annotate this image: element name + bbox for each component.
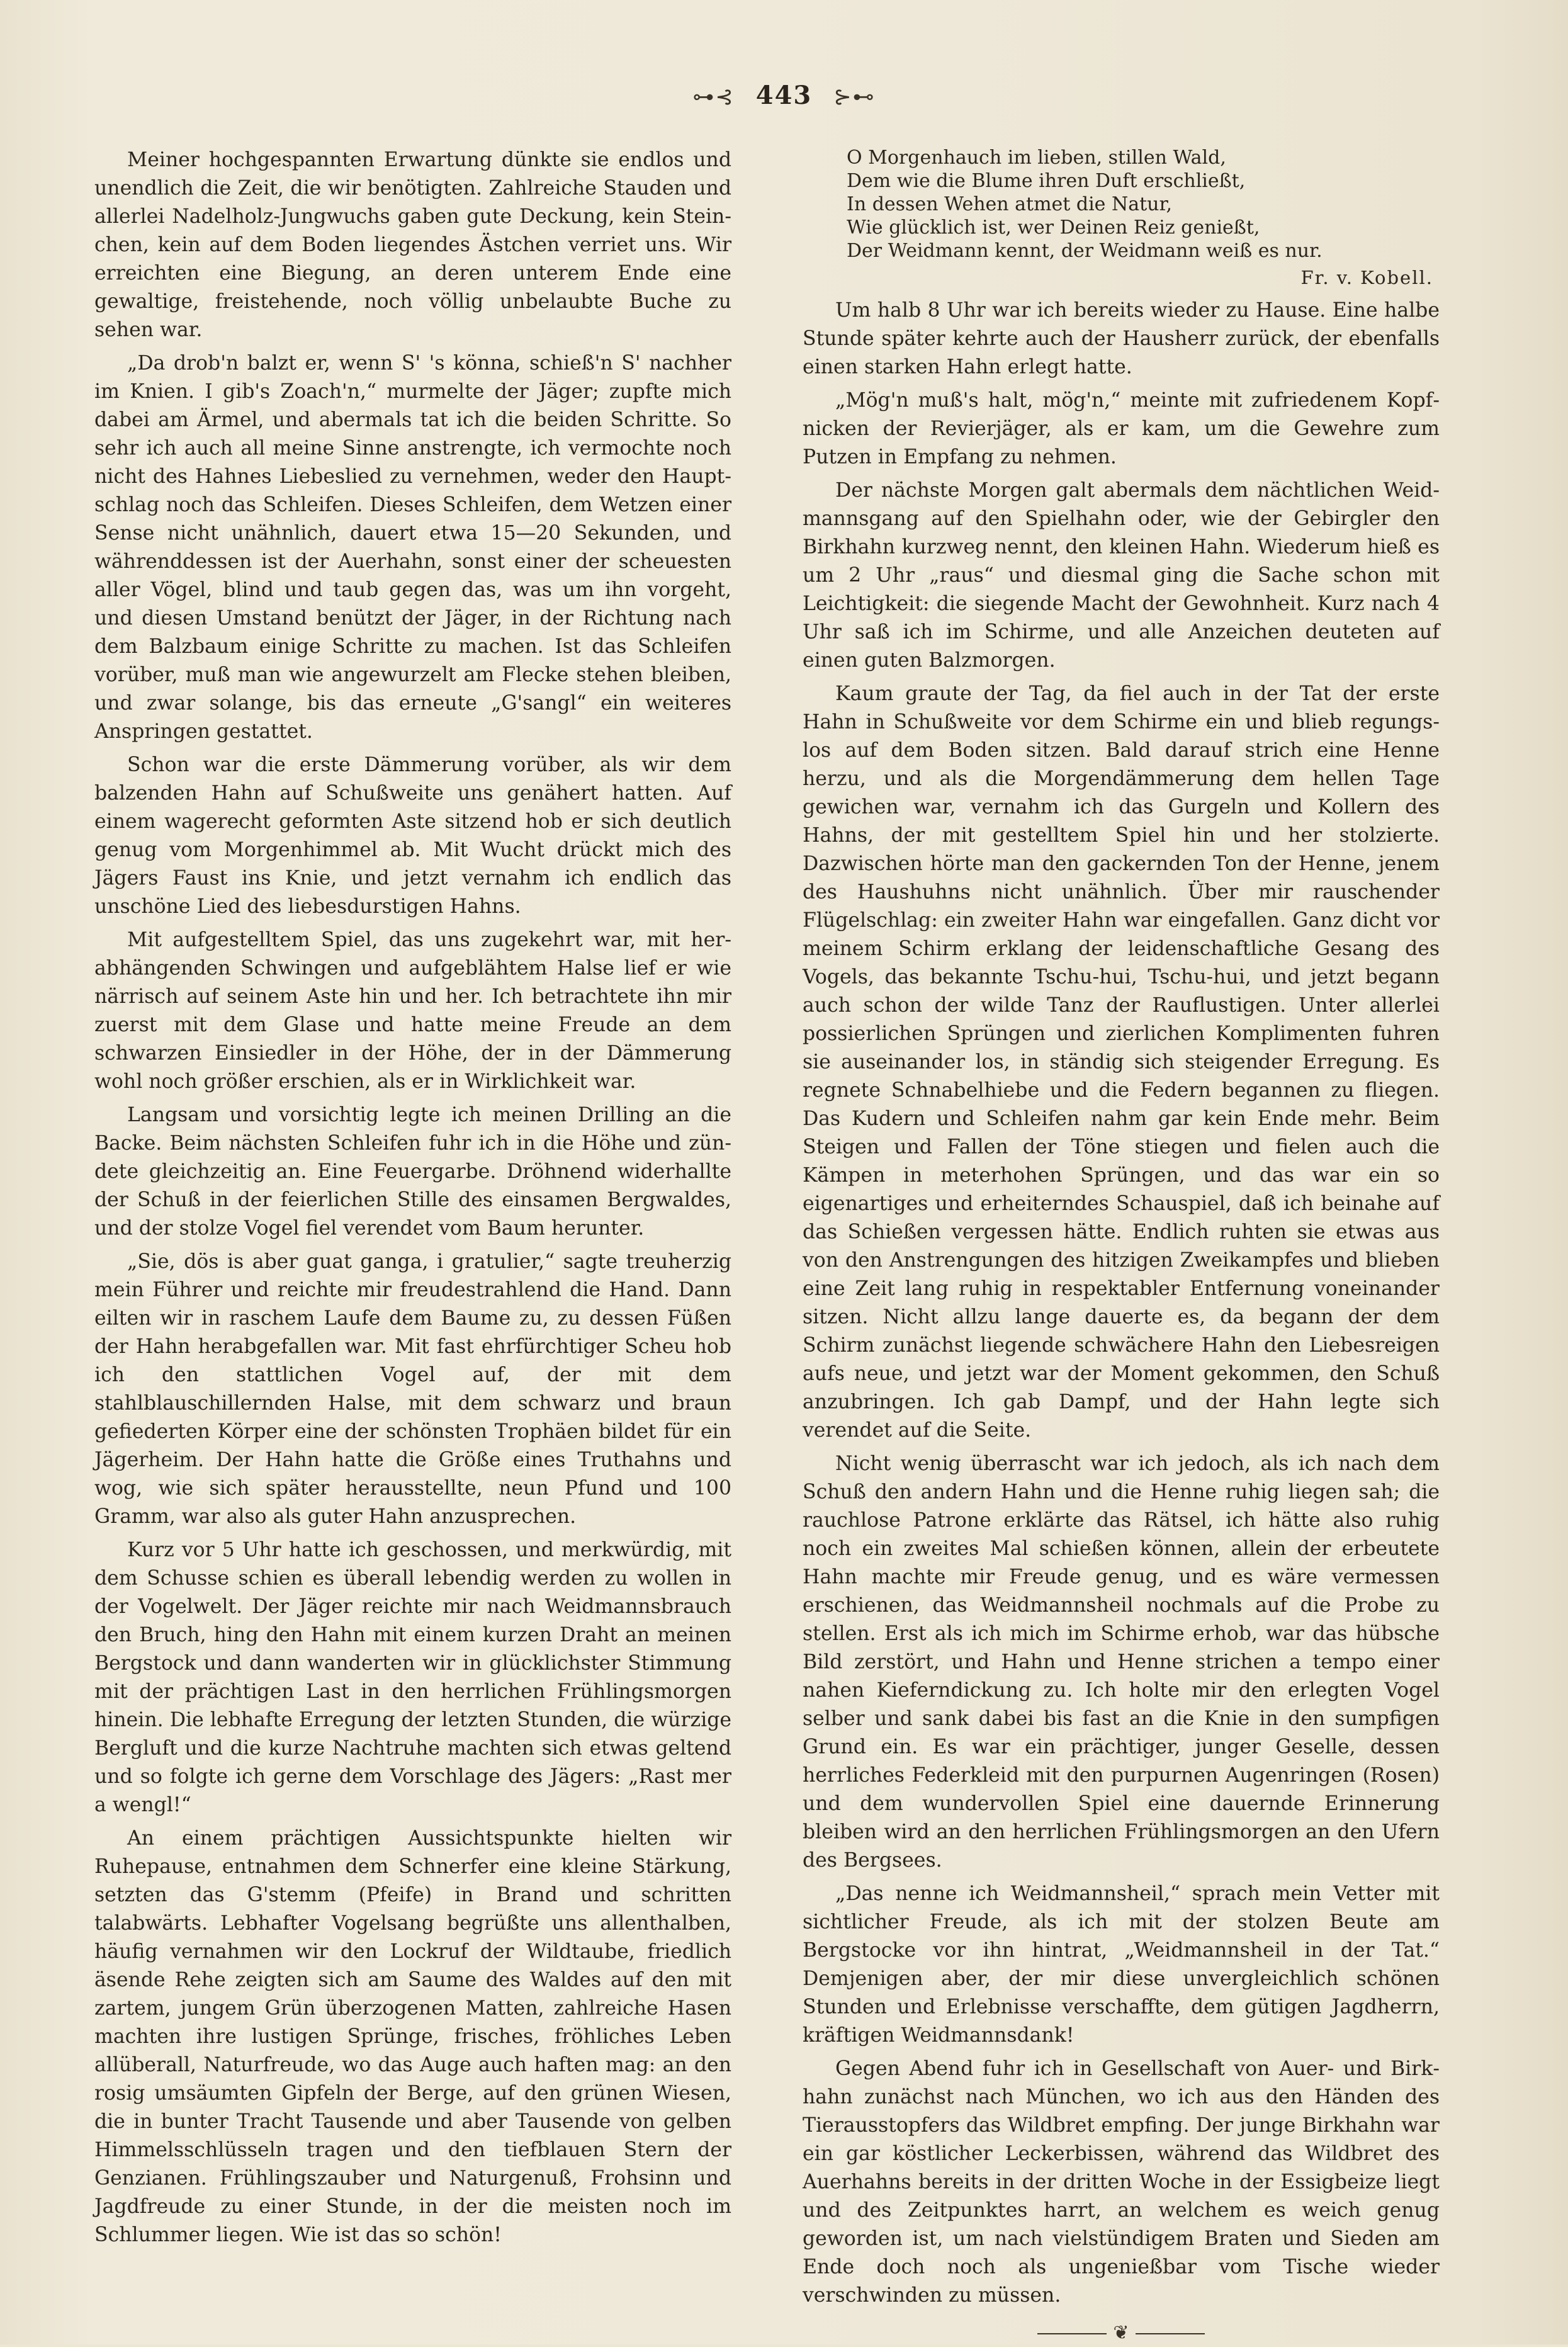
paragraph: „Mög'n muß's halt, mög'n,“ meinte mit zufriedenem Kopfnicken der Revierjäger, als er kam, um die Gewehre zum Putzen in Empfang zu nehmen.: [803, 389, 1440, 468]
paragraph: Um halb 8 Uhr war ich bereits wieder zu Hause. Eine halbe Stunde später kehrte auch der Hausherr zurück, der ebenfalls einen starken Hahn erlegt hatte.: [803, 299, 1440, 378]
ornament-rule-right: [1136, 2333, 1205, 2334]
paragraph: Nicht wenig überrascht war ich jedoch, als ich nach dem Schuß den andern Hahn und die Henne ruhig liegen sah; die rauchlose Patrone erklärte das Rätsel, ich hätte also ruhig noch ein zweites Mal schießen können, allein der erbeutete Hahn machte mir Freude genug, und es wäre vermessen erschienen, das Weidmannsheil nochmals auf die Probe zu stellen. Erst als ich mich im Schirme erhob, war das hübsche Bild zerstört, und Hahn und Henne strichen a tempo einer nahen Kieferndickung zu. Ich holte mir den erlegten Vogel selber und sank dabei bis fast an die Knie in den sumpfigen Grund ein. Es war ein prächtiger, junger Geselle, dessen herrliches Federkleid mit den purpurnen Augenringen (Rosen) und dem wundervollen Spiel eine dauernde Erinnerung bleiben wird an den herrlichen Frühlingsmorgen an den Ufern des Bergsees.: [803, 1452, 1440, 1872]
paragraph: Schon war die erste Dämmerung vorüber, als wir dem balzenden Hahn auf Schußweite uns genähert hatten. Auf einem wagerecht geformten Aste sitzend hob er sich deutlich genug vom Morgenhimmel ab. Mit Wucht drückt mich des Jägers Faust ins Knie, und jetzt vernahm ich endlich das unschöne Lied des liebesdurstigen Hahns.: [94, 754, 731, 918]
poem: [803, 146, 1440, 263]
ornament-rule-left: [1037, 2333, 1107, 2334]
paragraph: „Sie, dös is aber guat ganga, i gratulier,“ sagte treuherzig mein Führer und reichte mir freudestrahlend die Hand. Dann eilten wir in raschem Laufe dem Baume zu, zu dessen Füßen der Hahn herabgefallen war. Mit fast ehrfürchtiger Scheu hob ich den stattlichen Vogel auf, der mit dem stahlblauschillernden Halse, mit dem schwarz und braun gefiederten Körper eine der schönsten Trophäen bildet für ein Jägerheim. Der Hahn hatte die Größe eines Truthahns und wog, wie sich später herausstellte, neun Pfund und 100 Gramm, war also als guter Hahn anzusprechen.: [94, 1250, 731, 1528]
paragraph: „Da drob'n balzt er, wenn S' 's könna, schieß'n S' nachher im Knien. I gib's Zoach'n,“ murmelte der Jäger; zupfte mich dabei am Ärmel, und abermals tat ich die beiden Schritte. So sehr ich auch all meine Sinne anstrengte, ich vermochte noch nicht des Hahnes Liebeslied zu vernehmen, weder den Hauptschlag noch das Schleifen. Dieses Schleifen, dem Wetzen einer Sense nicht unähnlich, dauert etwa 15—20 Sekunden, und währenddessen ist der Auerhahn, sonst einer der scheuesten aller Vögel, blind und taub gegen das, was um ihn vorgeht, und diesen Umstand benützt der Jäger, in der Richtung nach dem Balzbaum einige Schritte zu machen. Ist das Schleifen vorüber, muß man wie angewurzelt am Flecke stehen bleiben, und zwar solange, bis das erneute „G'sangl“ ein weiteres Anspringen gestattet.: [94, 352, 731, 743]
header-ornament-right: ⊱⊷: [833, 84, 876, 110]
poem-line: O Morgenhauch im lieben, stillen Wald,: [847, 147, 1226, 169]
left-column: [94, 146, 731, 2249]
page-header: [0, 81, 1568, 110]
header-ornament-left: ⊶⊰: [692, 84, 735, 110]
paragraph: Kurz vor 5 Uhr hatte ich geschossen, und merkwürdig, mit dem Schusse schien es überall lebendig werden zu wollen in der Vogelwelt. Der Jäger reichte mir nach Weidmannsbrauch den Bruch, hing den Hahn mit einem kurzen Draht an meinen Bergstock und dann wanderten wir in glücklichster Stimmung mit der prächtigen Last in den herrlichen Frühlingsmorgen hinein. Die lebhafte Erregung der letzten Stunden, die würzige Bergluft und die kurze Nachtruhe machten sich etwas geltend und so folgte ich gerne dem Vorschlage des Jägers: „Rast mer a wengl!“: [94, 1539, 731, 1816]
ornament-glyph: ❦: [1113, 2322, 1129, 2344]
poem-line: Dem wie die Blume ihren Duft erschließt,: [847, 170, 1246, 192]
poem-author: Fr. v. Kobell.: [1300, 267, 1433, 288]
paragraph: Gegen Abend fuhr ich in Gesellschaft von Auer- und Birkhahn zunächst nach München, wo ich aus den Händen des Tierausstopfers das Wildbret empfing. Der junge Birkhahn war ein gar köstlicher Leckerbissen, während das Wildbret des Auerhahns bereits in der dritten Woche in der Essigbeize liegt und des Zeitpunktes harrt, an welchem es weich genug geworden ist, um nach vielstündigem Braten und Sieden am Ende doch noch als ungenießbar vom Tische wieder verschwinden zu müssen.: [803, 2057, 1440, 2307]
paragraph: Mit aufgestelltem Spiel, das uns zugekehrt war, mit herabhängenden Schwingen und aufgeblähtem Halse lief er wie närrisch auf seinem Aste hin und her. Ich betrachtete ihn mir zuerst mit dem Glase und hatte meine Freude an dem schwarzen Einsiedler in der Höhe, der in der Dämmerung wohl noch größer erschien, als er in Wirklichkeit war.: [94, 929, 731, 1093]
poem-line: Der Weidmann kennt, der Weidmann weiß es nur.: [847, 240, 1323, 262]
paragraph: Der nächste Morgen galt abermals dem nächtlichen Weidmannsgang auf den Spielhahn oder, wie der Gebirgler den Birkhahn kurzweg nennt, den kleinen Hahn. Wiederum hieß es um 2 Uhr „raus“ und diesmal ging die Sache schon mit Leichtigkeit: die siegende Macht der Gewohnheit. Kurz nach 4 Uhr saß ich im Schirme, und alle Anzeichen deuteten auf einen guten Balzmorgen.: [803, 479, 1440, 672]
paragraph: „Das nenne ich Weidmannsheil,“ sprach mein Vetter mit sichtlicher Freude, als ich mit der stolzen Beute am Bergstocke vor ihn hintrat, „Weidmannsheil in der Tat.“ Demjenigen aber, der mir diese unvergleichlich schönen Stunden und Erlebnisse verschaffte, dem gütigen Jagdherrn, kräftigen Weidmannsdank!: [803, 1882, 1440, 2047]
paragraph: Kaum graute der Tag, da fiel auch in der Tat der erste Hahn in Schußweite vor dem Schirme ein und blieb regungslos auf dem Boden sitzen. Bald darauf strich eine Henne herzu, und als die Morgendämmerung dem hellen Tage gewichen war, vernahm ich das Gurgeln und Kollern des Hahns, der mit gestelltem Spiel hin und her stolzierte. Dazwischen hörte man den gackernden Ton der Henne, jenem des Haushuhns nicht unähnlich. Über mir rauschender Flügelschlag: ein zweiter Hahn war eingefallen. Ganz dicht vor meinem Schirm erklang der leidenschaftliche Gesang des Vogels, das bekannte Tschu-hui, Tschu-hui, und jetzt begann auch schon der wilde Tanz der Rauflustigen. Unter allerlei possierlichen Sprüngen und zierlichen Komplimenten fuhren sie auseinander los, in ständig sich steigender Erregung. Es regnete Schnabelhiebe und die Federn begannen zu fliegen. Das Kudern und Schleifen nahm gar kein Ende mehr. Beim Steigen und Fallen der Töne stiegen und fielen auch die Kämpen in meterhohen Sprüngen, und das war ein so eigenartiges und erheiterndes Schauspiel, daß ich beinahe auf das Schießen vergessen hätte. Endlich ruhten sie etwas aus von den Anstrengungen des hitzigen Zweikampfes und blieben eine Zeit lang ruhig in respektabler Entfernung voneinander sitzen. Nicht allzu lange dauerte es, da begann der dem Schirm zunächst liegende schwächere Hahn den Liebesreigen aufs neue, und jetzt war der Moment gekommen, den Schuß anzubringen. Ich gab Dampf, und der Hahn legte sich verendet auf die Seite.: [803, 682, 1440, 1442]
poem-line: Wie glücklich ist, wer Deinen Reiz genießt,: [847, 217, 1260, 239]
paragraph: An einem prächtigen Aussichtspunkte hielten wir Ruhepause, entnahmen dem Schnerfer eine kleine Stärkung, setzten das G'stemm (Pfeife) in Brand und schritten talabwärts. Lebhafter Vogelsang begrüßte uns allenthalben, häufig vernahmen wir den Lockruf der Wildtaube, friedlich äsende Rehe zeigten sich am Saume des Waldes auf den mit zartem, jungem Grün überzogenen Matten, zahlreiche Hasen machten ihre lustigen Sprünge, frisches, fröhliches Leben allüberall, Naturfreude, wo das Auge auch haften mag: an den rosig umsäumten Gipfeln der Berge, auf den grünen Wiesen, die in bunter Tracht Tausende und aber Tausende von gelben Himmelsschlüsseln tragen und den tiefblauen Stern der Genzianen. Frühlingszauber und Naturgenuß, Frohsinn und Jagdfreude zu einer Stunde, in der die meisten noch im Schlummer liegen. Wie ist das so schön!: [94, 1827, 731, 2246]
paragraph: Langsam und vorsichtig legte ich meinen Drilling an die Backe. Beim nächsten Schleifen fuhr ich in die Höhe und zündete gleichzeitig an. Eine Feuergarbe. Dröhnend widerhallte der Schuß in der feierlichen Stille des einsamen Bergwaldes, und der stolze Vogel fiel verendet vom Baum herunter.: [94, 1104, 731, 1240]
right-column: [803, 146, 1440, 2347]
page-number: 443: [755, 81, 813, 110]
paragraph: Meiner hochgespannten Erwartung dünkte sie endlos und unendlich die Zeit, die wir benötigten. Zahlreiche Stauden und allerlei Nadelholz-Jungwuchs gaben gute Deckung, kein Steinchen, kein auf dem Boden liegendes Ästchen verriet uns. Wir erreichten eine Biegung, an deren unterem Ende eine gewaltige, freistehende, noch völlig unbelaubte Buche zu sehen war.: [94, 149, 731, 341]
poem-line: In dessen Wehen atmet die Natur,: [847, 193, 1173, 215]
end-ornament: [803, 2319, 1440, 2347]
